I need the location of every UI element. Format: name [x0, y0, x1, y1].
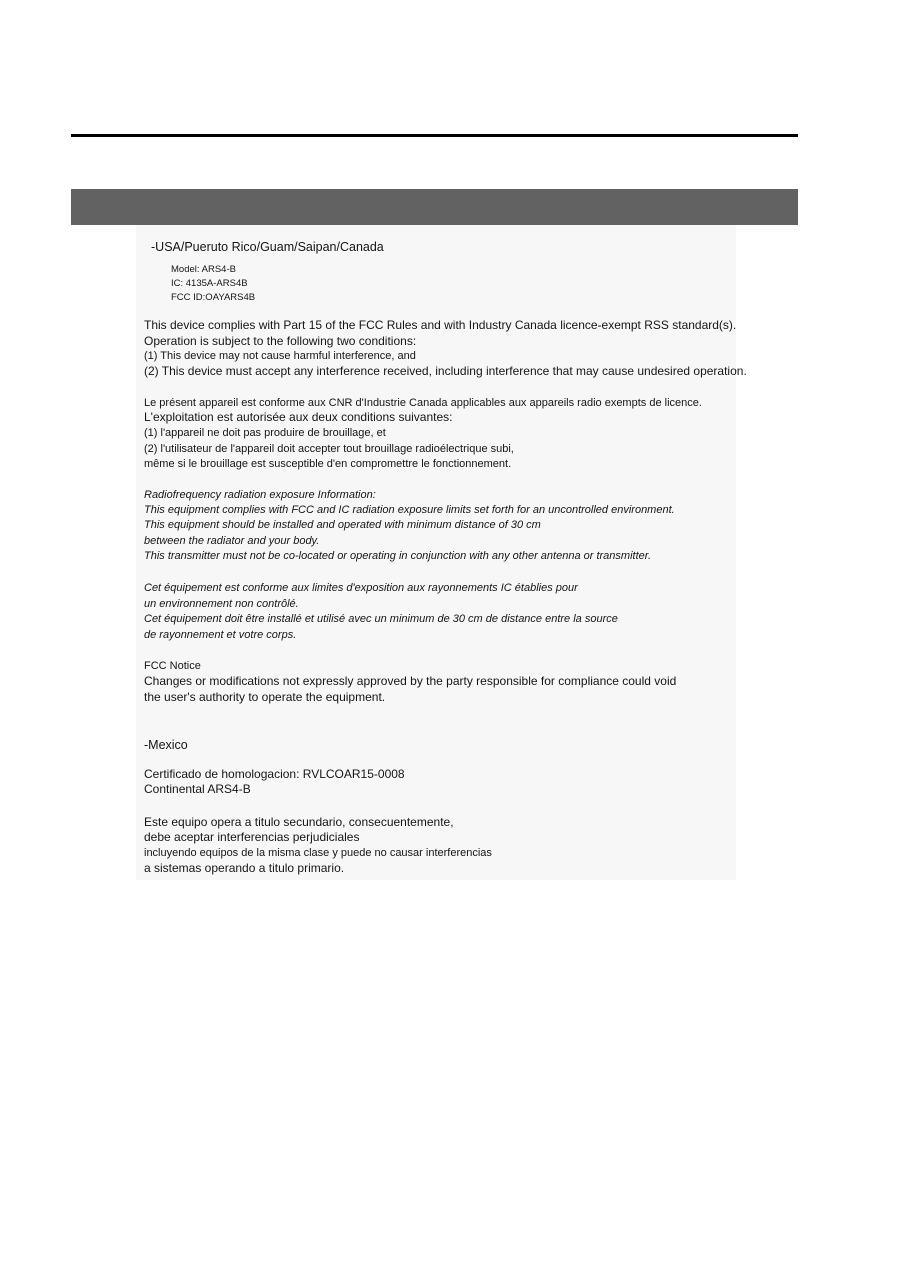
french-compliance-line: L'exploitation est autorisée aux deux conditions suivantes: — [144, 410, 453, 424]
rf-exposure-french-line: de rayonnement et votre corps. — [144, 629, 297, 641]
model-label: Model: ARS4-B — [171, 264, 236, 275]
rf-exposure-line: between the radiator and your body. — [144, 535, 320, 547]
rf-exposure-title: Radiofrequency radiation exposure Information: — [144, 489, 376, 501]
fcc-notice-line: the user's authority to operate the equipment. — [144, 690, 386, 704]
usa-region-heading: -USA/Pueruto Rico/Guam/Saipan/Canada — [151, 240, 384, 254]
rf-exposure-french-line: Cet équipement est conforme aux limites d'exposition aux rayonnements IC établies pour — [144, 582, 578, 594]
mexico-certificate-line: Continental ARS4-B — [144, 782, 251, 796]
fcc-compliance-line: This device complies with Part 15 of the FCC Rules and with Industry Canada licence-exempt RSS standard(s). — [144, 318, 737, 332]
mexico-certificate-line: Certificado de homologacion: RVLCOAR15-0008 — [144, 767, 405, 781]
fcc-compliance-line: Operation is subject to the following two conditions: — [144, 334, 417, 348]
mexico-region-heading: -Mexico — [144, 738, 188, 752]
ic-label: IC: 4135A-ARS4B — [171, 278, 248, 289]
rf-exposure-line: This equipment should be installed and operated with minimum distance of 30 cm — [144, 519, 541, 531]
fcc-notice-title: FCC Notice — [144, 660, 201, 672]
section-header-bar — [71, 189, 798, 225]
mexico-body-line: a sistemas operando a titulo primario. — [144, 861, 345, 875]
rf-exposure-french-line: Cet équipement doit être installé et utilisé avec un minimum de 30 cm de distance entre la source — [144, 613, 618, 625]
french-compliance-line: (1) l'appareil ne doit pas produire de brouillage, et — [144, 427, 386, 439]
mexico-body-line: incluyendo equipos de la misma clase y puede no causar interferencias — [144, 847, 492, 859]
fcc-id-label: FCC ID:OAYARS4B — [171, 292, 256, 303]
rf-exposure-line: This equipment complies with FCC and IC radiation exposure limits set forth for an uncontrolled environment. — [144, 504, 675, 516]
fcc-notice-line: Changes or modifications not expressly approved by the party responsible for compliance could void — [144, 674, 677, 688]
rf-exposure-french-line: un environnement non contrôlé. — [144, 598, 299, 610]
fcc-compliance-line: (2) This device must accept any interference received, including interference that may cause undesired operation. — [144, 364, 747, 378]
mexico-body-line: Este equipo opera a titulo secundario, consecuentemente, — [144, 815, 454, 829]
fcc-compliance-line: (1) This device may not cause harmful interference, and — [144, 350, 416, 362]
french-compliance-line: (2) l'utilisateur de l'appareil doit accepter tout brouillage radioélectrique subi, — [144, 443, 514, 455]
french-compliance-line: Le présent appareil est conforme aux CNR d'Industrie Canada applicables aux appareils radio exempts de licence. — [144, 397, 702, 409]
mexico-body-line: debe aceptar interferencias perjudiciales — [144, 830, 360, 844]
rf-exposure-line: This transmitter must not be co-located or operating in conjunction with any other antenna or transmitter. — [144, 550, 652, 562]
regulatory-notice-image — [136, 225, 747, 880]
french-compliance-line: même si le brouillage est susceptible d'en compromettre le fonctionnement. — [144, 458, 512, 470]
top-horizontal-rule — [71, 134, 798, 137]
